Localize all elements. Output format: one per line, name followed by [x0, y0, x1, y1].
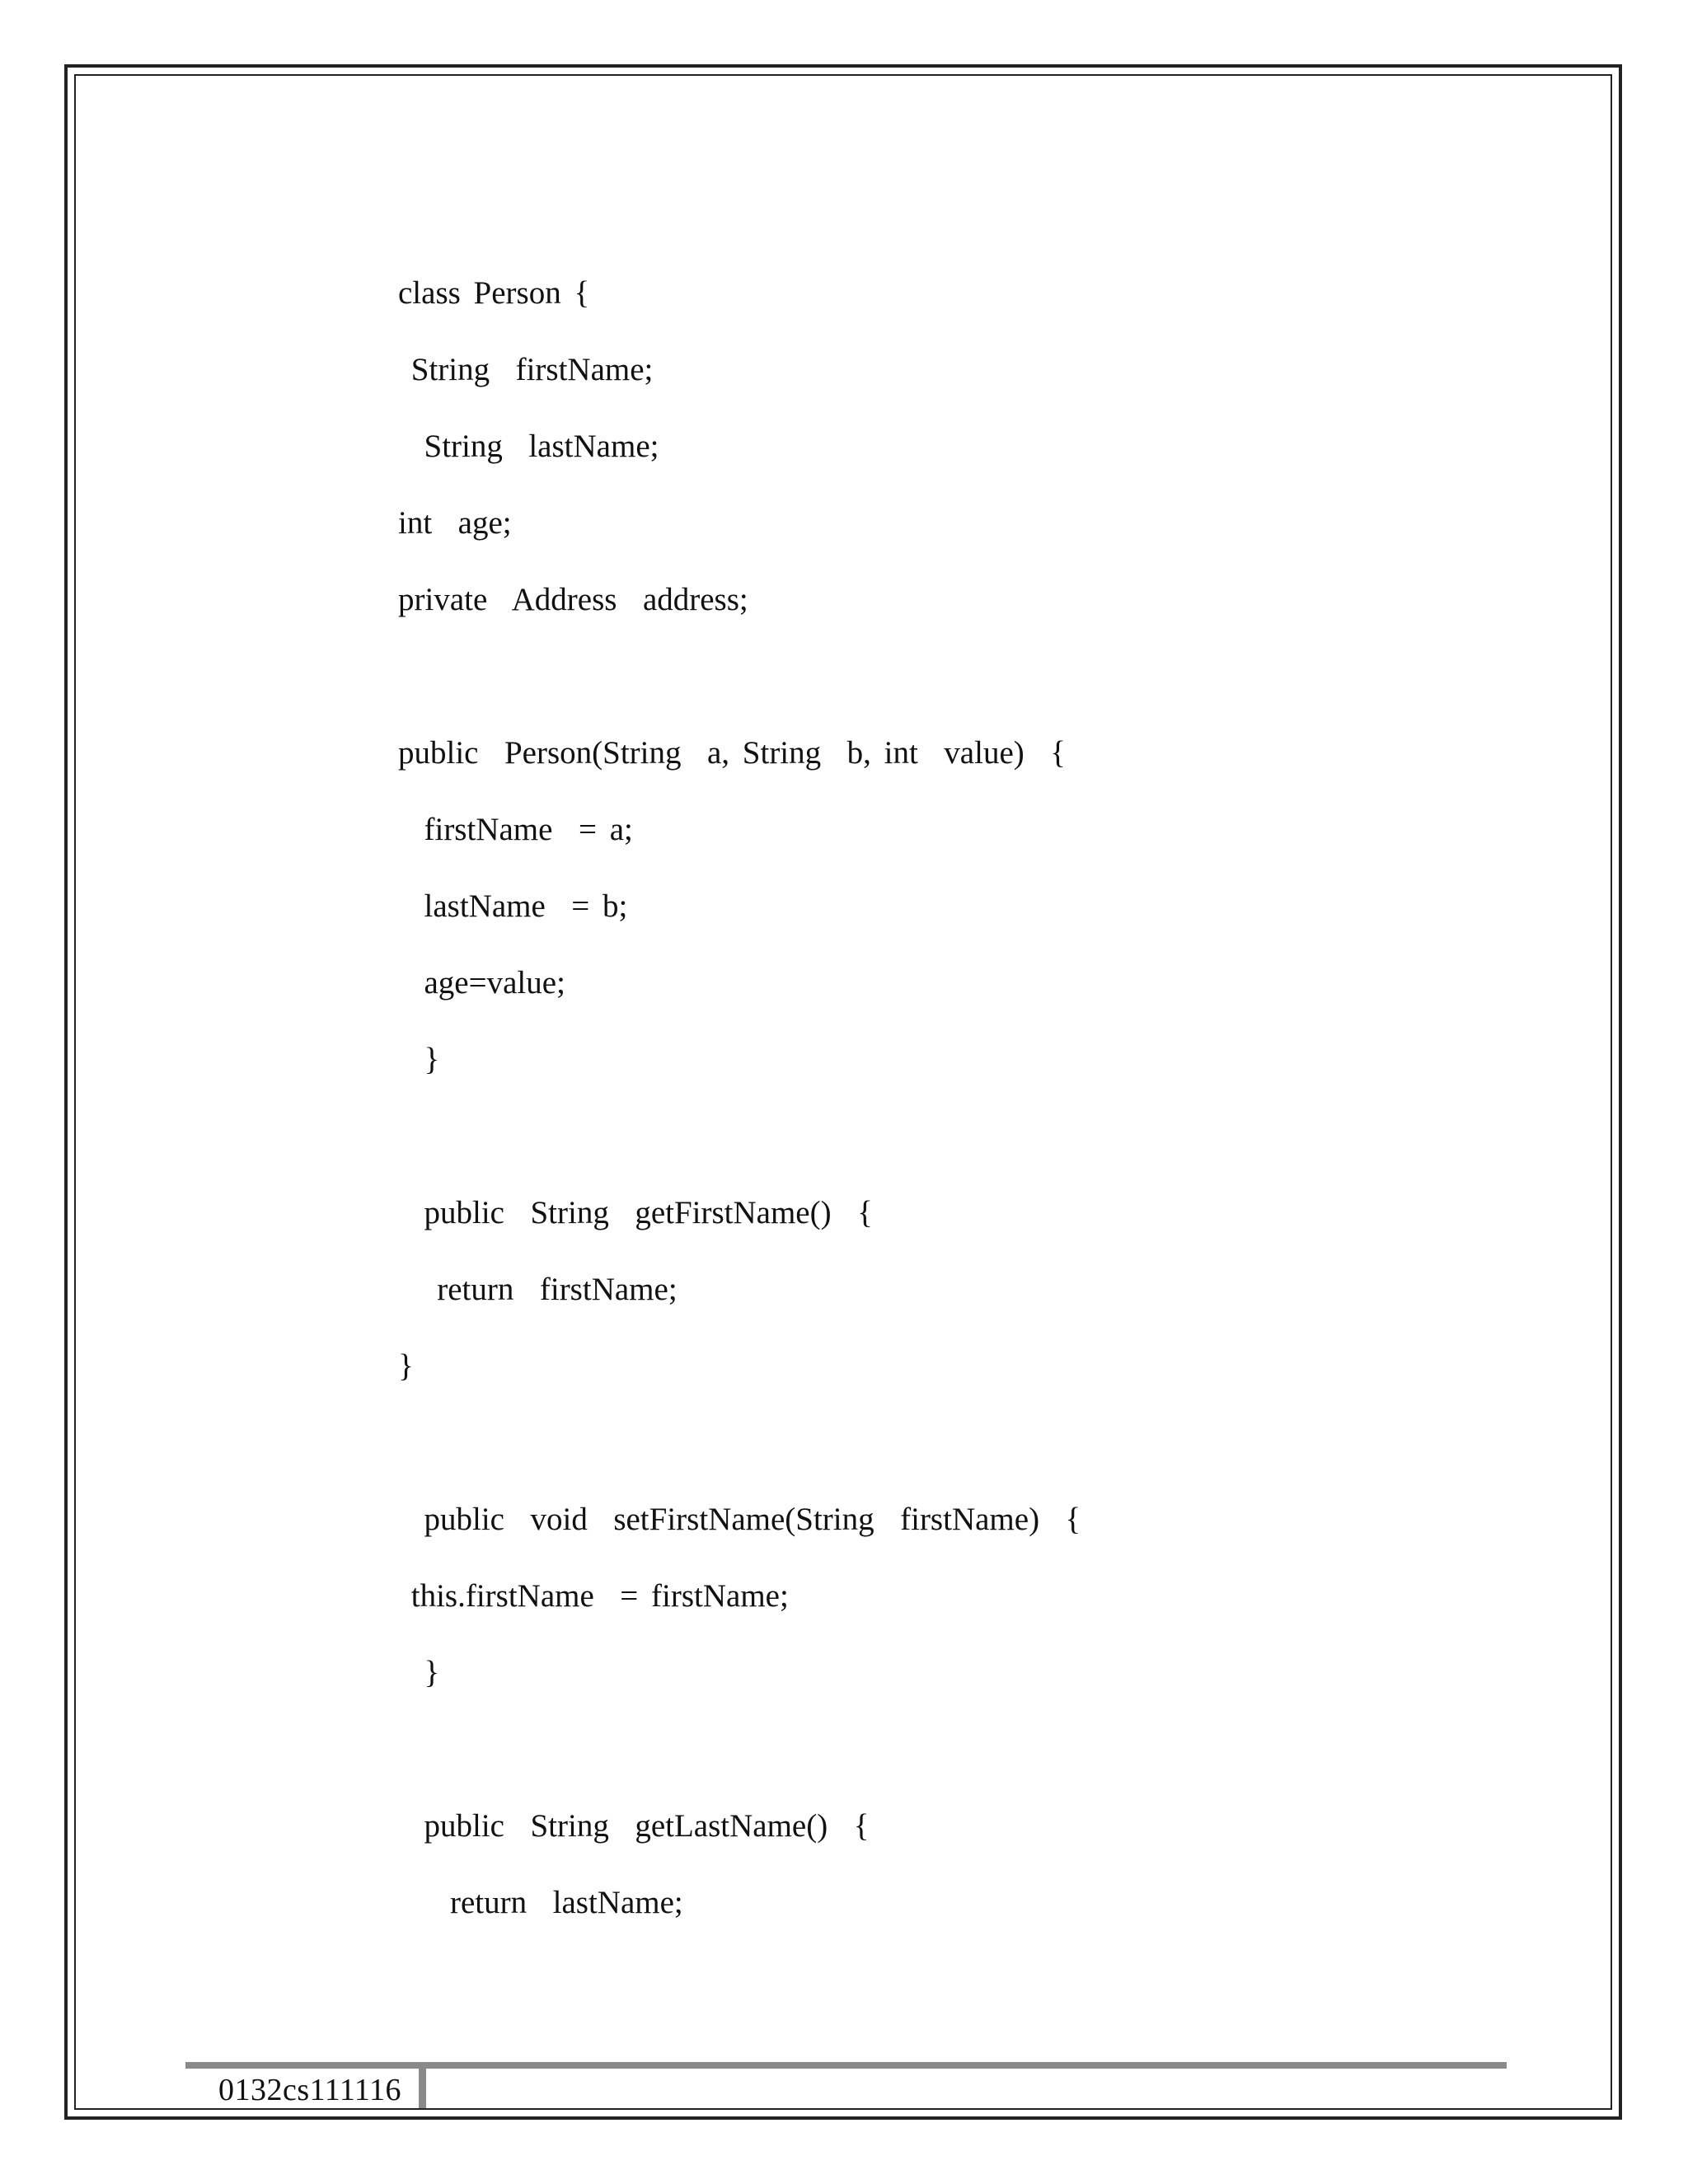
code-line: firstName = a; — [398, 812, 633, 847]
code-line: String lastName; — [398, 429, 659, 464]
code-line — [398, 1728, 1081, 1805]
code-line: this.firstName = firstName; — [398, 1578, 789, 1614]
code-line: return firstName; — [398, 1272, 678, 1307]
code-line — [398, 1422, 1081, 1498]
code-line: public void setFirstName(String firstName) { — [398, 1502, 1081, 1537]
footer-divider — [419, 2069, 426, 2108]
code-line: class Person { — [398, 275, 590, 311]
code-line: public String getFirstName() { — [398, 1195, 873, 1230]
code-line: public String getLastName() { — [398, 1808, 870, 1844]
code-line: lastName = b; — [398, 888, 628, 924]
footer-document-id: 0132cs111116 — [218, 2073, 402, 2107]
code-line: } — [398, 1042, 440, 1077]
code-line: String firstName; — [398, 352, 654, 387]
code-line: private Address address; — [398, 582, 748, 617]
code-line — [398, 1115, 1081, 1192]
code-line: age=value; — [398, 965, 565, 1001]
code-line: } — [398, 1348, 414, 1384]
code-line: int age; — [398, 505, 512, 541]
code-line: } — [398, 1655, 440, 1690]
code-line — [398, 655, 1081, 732]
code-line: public Person(String a, String b, int value) { — [398, 735, 1066, 771]
code-line: return lastName; — [398, 1885, 683, 1920]
code-listing — [398, 272, 1081, 1958]
